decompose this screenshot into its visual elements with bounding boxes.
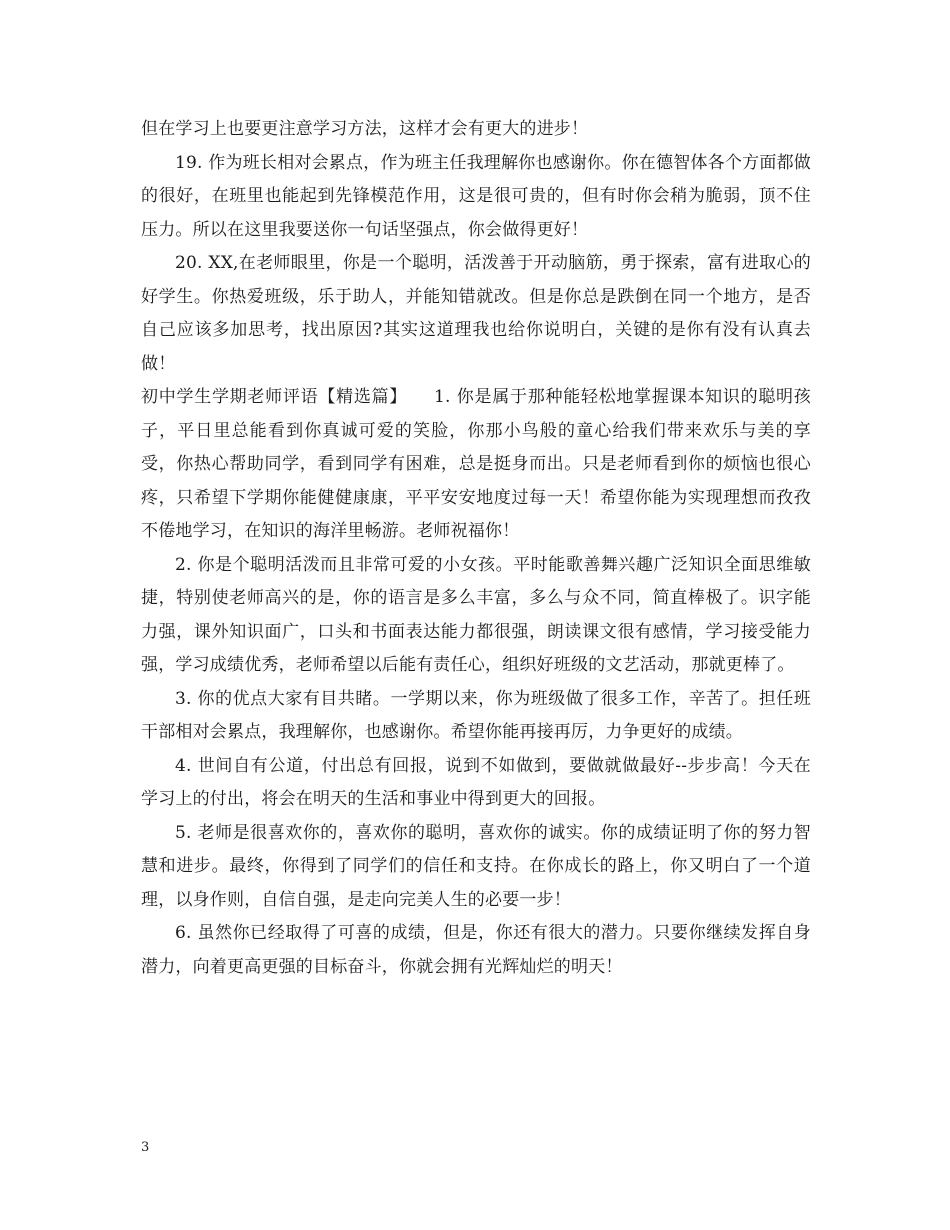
document-body — [141, 113, 811, 984]
paragraph-comment-3: 3. 你的优点大家有目共睹。一学期以来，你为班级做了很多工作，辛苦了。担任班干部相对会累点，我理解你，也感谢你。希望你能再接再厉，力争更好的成绩。 — [141, 688, 811, 742]
paragraph-comment-4: 4. 世间自有公道，付出总有回报，说到不如做到，要做就做最好--步步高！今天在学习上的付出，将会在明天的生活和事业中得到更大的回报。 — [141, 755, 811, 809]
paragraph-comment-20: 20. XX,在老师眼里，你是一个聪明，活泼善于开动脑筋，勇于探索，富有进取心的好学生。你热爱班级，乐于助人，并能知错就改。但是你总是跌倒在同一个地方，是否自己应该多加思考，找出原因?其实这道理我也给你说明白，关键的是你有没有认真去做！ — [141, 253, 811, 374]
paragraph-comment-2: 2. 你是个聪明活泼而且非常可爱的小女孩。平时能歌善舞兴趣广泛知识全面思维敏捷，特别使老师高兴的是，你的语言是多么丰富，多么与众不同，简直棒极了。识字能力强，课外知识面广，口头和书面表达能力都很强，朗读课文很有感情，学习接受能力强，学习成绩优秀，老师希望以后能有责任心，组织好班级的文艺活动，那就更棒了。 — [141, 554, 811, 675]
page-number: 3 — [141, 1140, 150, 1155]
paragraph-comment-5: 5. 老师是很喜欢你的，喜欢你的聪明，喜欢你的诚实。你的成绩证明了你的努力智慧和进步。最终，你得到了同学们的信任和支持。在你成长的路上，你又明白了一个道理，以身作则，自信自强，是走向完美人生的必要一步！ — [141, 822, 811, 910]
paragraph-comment-6: 6. 虽然你已经取得了可喜的成绩，但是，你还有很大的潜力。只要你继续发挥自身潜力，向着更高更强的目标奋斗，你就会拥有光辉灿烂的明天！ — [141, 923, 811, 977]
paragraph-comment-19: 19. 作为班长相对会累点，作为班主任我理解你也感谢你。你在德智体各个方面都做的很好，在班里也能起到先锋模范作用，这是很可贵的，但有时你会稍为脆弱，顶不住压力。所以在这里我要送你一句话坚强点，你会做得更好！ — [141, 152, 811, 240]
paragraph-continuation: 但在学习上也要更注意学习方法，这样才会有更大的进步！ — [141, 119, 589, 139]
paragraph-section-title-comment-1: 初中学生学期老师评语【精选篇】 1. 你是属于那种能轻松地掌握课本知识的聪明孩子，平日里总能看到你真诚可爱的笑脸，你那小鸟般的童心给我们带来欢乐与美的享受，你热心帮助同学，看到同学有困难，总是挺身而出。只是老师看到你的烦恼也很心疼，只希望下学期你能健健康康，平平安安地度过每一天！希望你能为实现理想而孜孜不倦地学习，在知识的海洋里畅游。老师祝福你！ — [141, 387, 811, 541]
